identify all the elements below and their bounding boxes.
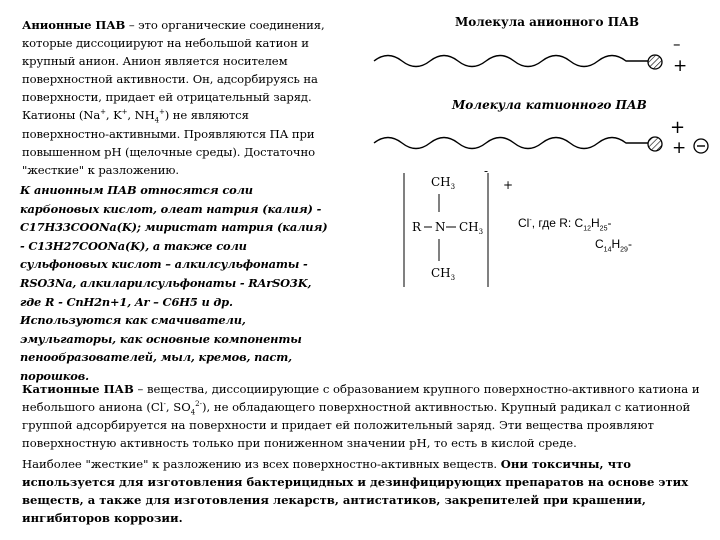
r-definition-label: , где R: C [531,216,584,230]
anion-molecule-title: Молекула анионного ПАВ [455,15,639,29]
so4-charge: 2- [195,400,202,409]
na-charge: + [100,108,106,117]
cation-definition-paragraph [22,380,707,452]
so4-label: , SO [165,400,191,414]
cation-polar-head [648,137,662,151]
cation-head-charge: + [670,117,686,138]
nitrogen-atom: N [435,220,446,234]
anion-head-charge: – [673,35,681,53]
anion-surfactant-paragraph [22,16,327,179]
cation-counter-sign: + [672,138,687,158]
anion-definition: – это органические соединения, которые диссоциируют на небольшой катион и крупный анион. Анион является носителем поверхностной активности. Он, адсорбируясь на поверхности, придает ей отрицательный заряд. Катионы (Na [22,18,325,123]
toxicity-note: Они токсичны, что используется для изготовления бактерицидных и дезинфицирующих препаратов на основе этих веществ, а также для изготовления лекарств, антистатиков, закрепителей при крашении, ингибиторов коррозии. [22,457,689,525]
hardness-note: Наиболее "жесткие" к разложению из всех поверхностно-активных веществ. [22,457,501,471]
k-charge: + [121,108,128,117]
r2-hydrogen: H [611,237,621,251]
anion-hydrocarbon-tail [374,56,648,67]
r2-carbon: C [595,237,604,251]
anion-counter-ion [673,56,690,76]
molecule-diagrams [360,28,690,168]
cation-structural-formula [360,165,520,295]
cation-term: Катионные ПАВ [22,382,134,396]
cation-definition-start: – вещества, диссоциирующие с образованием крупного поверхностно-активного катиона и небольшого аниона (Cl [22,382,700,414]
counterion-note [518,213,632,255]
bottom-methyl: $CH_3$ [431,266,456,282]
cation-hydrocarbon-tail [374,138,648,149]
anion-term: Анионные ПАВ [22,18,126,32]
charge-minus: - [484,165,489,178]
r1-dash: - [607,216,612,230]
svg-text:+: + [673,56,688,76]
r2-dash: - [627,237,632,251]
anion-examples-paragraph: К анионным ПАВ относятся соли карбоновых кислот, олеат натрия (калия) - C17H33COONa(K); миристат натрия (калия) - C13H27COONa(K), а также соли сульфоновых кислот – алкилсульфонаты - RSO3Na, алкиларилсульфонаты - RArSO3K, где R - CnH2n+1, Ar – C6H5 и др. Используются как смачиватели, эмульгаторы, как основные компоненты пенообразователей, мыл, кремов, паст, порошков. [20,183,328,383]
cation-surfactant-paragraph [22,380,707,530]
cation-hardness-paragraph [22,455,707,527]
r1-hydrogen: H [591,216,600,230]
cation-definition-end: ), не обладающего поверхностной активностью. Крупный радикал с катионной группой адсорбируется на поверхности и придает ей положительный заряд. Эти вещества проявляют поверхностную активность только при пониженном значении pH, то есть в кислой среде. [22,400,691,450]
r1-hydrogen-count: 25 [599,225,608,233]
nh4-cation: , NH [127,108,155,123]
so4-subscript: 4 [190,408,196,417]
nh4-subscript: 4 [154,116,159,125]
nh4-charge: + [159,108,165,117]
anion-polar-head [648,55,662,69]
chloride-label: Cl [518,216,530,230]
r1-carbon-count: 12 [583,225,591,233]
chloride-charge: - [529,217,532,224]
anion-definition-rest: ) не являются поверхностно-активными. Проявляются ПА при повышенном pH (щелочные среды). Достаточно "жесткие" к разложению. [22,108,315,177]
right-methyl: $CH_3$ [459,220,484,236]
r2-carbon-count: 14 [603,246,612,254]
cation-molecule-title: Молекула катионного ПАВ [452,98,647,112]
k-cation: , K [105,108,122,123]
cl-charge: - [163,400,166,409]
cation-counter-ion-icon [691,136,711,156]
top-methyl: $CH_3$ [431,175,456,191]
r2-hydrogen-count: 29 [620,246,628,254]
charge-plus: + [503,178,514,192]
r-group: R [412,220,422,234]
